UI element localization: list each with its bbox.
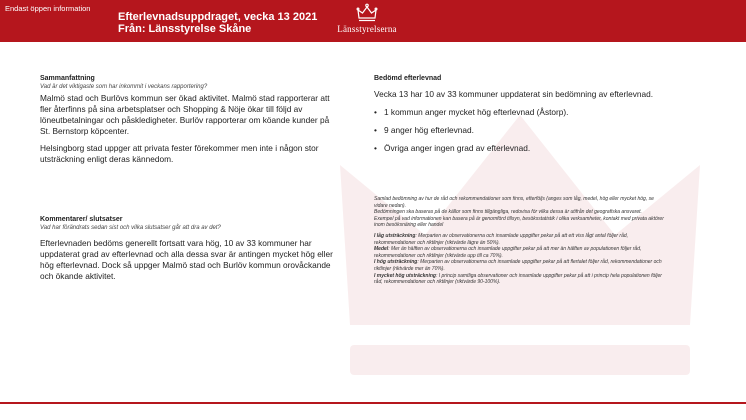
title-block bbox=[118, 11, 317, 35]
list-item: • 1 kommun anger mycket hög efterlevnad (Åstorp). bbox=[374, 107, 674, 118]
summary-paragraph-2: Helsingborg stad uppger att privata fester förekommer men inte i någon stor utsträckning enligt deras kännedom. bbox=[40, 143, 319, 164]
legend-level-label: I mycket hög utsträckning bbox=[374, 272, 436, 279]
legend-paragraph: Exempel på vad informationen kan basera på är genomförd tillsyn, besöksstatistik i olika verksamheter, kontakt med privata aktörer inom besöksnäring eller handel bbox=[374, 215, 664, 229]
comments-question: Vad har förändrats sedan sist och vilka slutsatser går att dra av det? bbox=[40, 225, 221, 231]
legend-level-label: Medel bbox=[374, 246, 389, 253]
crown-icon bbox=[356, 3, 378, 23]
legend-level-medium bbox=[374, 246, 664, 259]
summary-paragraph-1: Malmö stad och Burlövs kommun ser ökad aktivitet. Malmö stad rapporterar att fler återfinns på sina arbetsplatser och Shopping & Nöje ökar till följd av löneutbetalningar och påskledigheter. Burlöv rapporterar om köande kunder på St. Bernstorp köpcenter. bbox=[40, 93, 330, 136]
report-sender: Från: Länsstyrelse Skåne bbox=[118, 23, 252, 35]
logo-text: Länsstyrelserna bbox=[337, 24, 397, 34]
assessment-section bbox=[374, 74, 674, 154]
assessment-legend bbox=[374, 196, 664, 286]
comments-section bbox=[40, 215, 340, 282]
summary-section bbox=[40, 74, 340, 165]
comments-paragraph: Efterlevnaden bedöms generellt fortsatt vara hög, 10 av 33 kommuner har uppdaterat grad av efterlevnad och alla dessa svar är antingen mycket hög eller hög efterlevnad. Dock så uppger Malmö stad och Burlöv kommun orovåckande och ökande aktivitet. bbox=[40, 238, 333, 281]
classification-label: Endast öppen information bbox=[5, 4, 91, 13]
comments-heading: Kommentarer/ slutsatser bbox=[40, 216, 123, 223]
footer-divider bbox=[0, 402, 746, 404]
assessment-heading: Bedömd efterlevnad bbox=[374, 75, 442, 82]
lansstyrelserna-logo bbox=[322, 3, 412, 39]
summary-question: Vad är det viktigaste som har inkommit i veckans rapportering? bbox=[40, 84, 208, 90]
legend-level-low bbox=[374, 233, 664, 246]
legend-paragraph: Samlad bedömning av hur de råd och rekommendationer som finns, efterföljs (anges som låg, medel, hög eller mycket hög, se vidare nedan). bbox=[374, 196, 654, 209]
legend-level-text: : Merparten av observationerna och insamlade uppgifter pekar på att flertalet följer råd, rekommendationer och riktlinjer (riktvärde mer än 70%). bbox=[374, 259, 662, 272]
legend-level-label: I låg utsträckning bbox=[374, 232, 416, 239]
legend-level-text: : Mer än hälften av observationerna och insamlade uppgifter pekar på att mer än hälften av populationen följer råd, rekommendationer och riktlinjer (riktvärde upp till ca 70%). bbox=[374, 246, 642, 259]
report-title: Efterlevnadsuppdraget, vecka 13 2021 bbox=[118, 11, 318, 23]
assessment-intro: Vecka 13 har 10 av 33 kommuner uppdaterat sin bedömning av efterlevnad. bbox=[374, 89, 654, 99]
legend-paragraph: Bedömningen ska baseras på de källor som finns tillgängliga, redovisa för vilka dessa är utifrån det geografiska ansvaret. bbox=[374, 209, 642, 216]
legend-level-very-high bbox=[374, 273, 664, 286]
header-bar bbox=[0, 0, 746, 42]
legend-level-label: I hög utsträckning bbox=[374, 259, 418, 266]
legend-level-text: : Merparten av observationerna och insamlade uppgifter pekar på att ett viss lågt antal följer råd, rekommendationer och riktlinjer (riktvärde lägre än 50%). bbox=[374, 232, 629, 246]
legend-level-text: : I princip samtliga observationer och insamlade uppgifter pekar på att i princip hela populationen följer råd, rekommendationer och riktlinjer (riktvärde 90-100%). bbox=[374, 272, 662, 286]
list-item: • 9 anger hög efterlevnad. bbox=[374, 125, 674, 136]
assessment-list bbox=[374, 107, 674, 154]
summary-heading: Sammanfattning bbox=[40, 75, 95, 82]
list-item: • Övriga anger ingen grad av efterlevnad. bbox=[374, 143, 674, 154]
legend-level-high bbox=[374, 259, 664, 272]
